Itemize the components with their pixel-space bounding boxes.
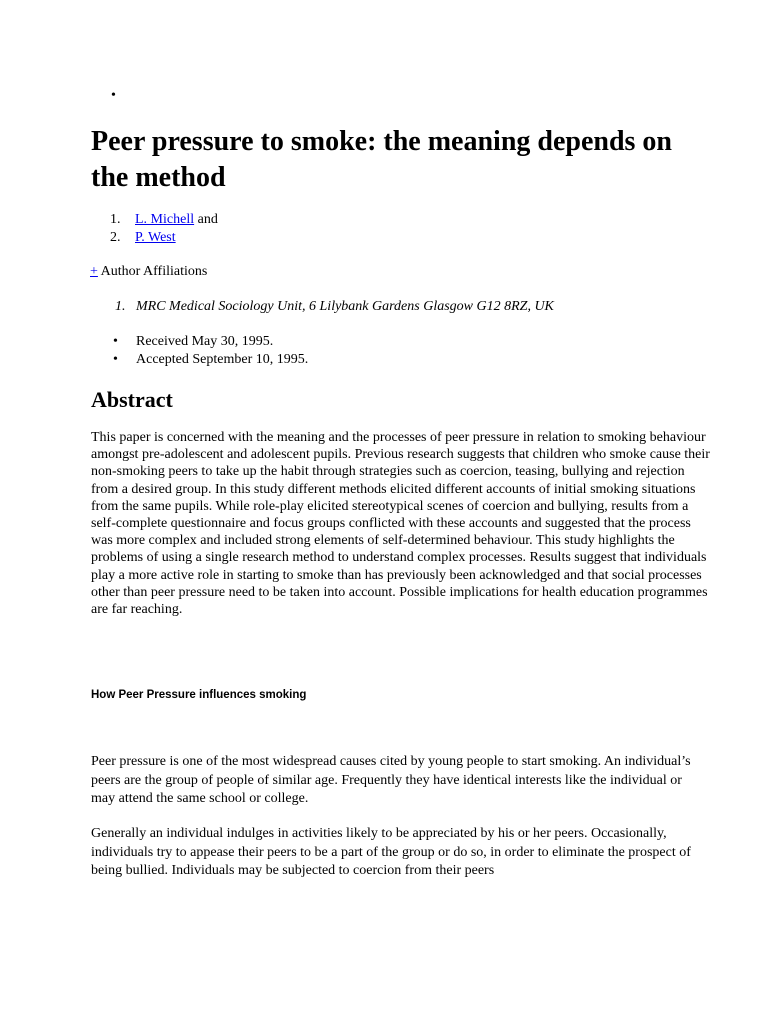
author-suffix: and xyxy=(194,212,218,227)
affiliation-item xyxy=(115,298,554,316)
body-paragraph-1: Peer pressure is one of the most widespread causes cited by young people to start smoking. An individual’s peers are the group of people of similar age. Frequently they have identical interests like the individual or may attend the same school or college. xyxy=(91,754,691,806)
author-link-west[interactable]: P. West xyxy=(135,230,176,245)
author-affiliations-toggle xyxy=(90,263,207,281)
author-item xyxy=(110,229,218,247)
date-item xyxy=(113,333,308,351)
bullet: • xyxy=(113,352,118,367)
section-heading: How Peer Pressure influences smoking xyxy=(91,689,307,701)
affiliation-number: 1. xyxy=(115,299,126,314)
author-item xyxy=(110,211,218,229)
abstract-text: This paper is concerned with the meaning and the processes of peer pressure in relation to smoking behaviour amongst pre-adolescent and adolescent pupils. Previous research suggests that children who smoke cause their non-smoking peers to take up the habit through strategies such as coercion, teasing, bullying and rejection from a desired group. In this study different methods elicited different accounts of initial smoking situations from the same pupils. While role-play elicited stereotypical scenes of coercion and bullying, results from a self-complete questionnaire and focus groups conflicted with these accounts and suggested that the process was more complex and included strong elements of self-determined behaviour. This study highlights the problems of using a single research method to understand complex processes. Results suggest that individuals play a more active role in starting to smoke than has previously been acknowledged and that social processes other than peer pressure need to be taken into account. Possible implications for health education programmes are far reaching. xyxy=(91,430,710,618)
accepted-date: Accepted September 10, 1995. xyxy=(136,352,309,367)
author-link-michell[interactable]: L. Michell xyxy=(135,212,195,227)
author-list xyxy=(110,211,218,247)
history-dates xyxy=(113,333,308,369)
author-number: 2. xyxy=(110,230,121,245)
abstract-heading: Abstract xyxy=(91,387,173,412)
article-title: Peer pressure to smoke: the meaning depends on the method xyxy=(91,126,672,193)
affiliations-label: Author Affiliations xyxy=(97,264,208,279)
affiliation-text: MRC Medical Sociology Unit, 6 Lilybank Gardens Glasgow G12 8RZ, UK xyxy=(136,299,554,314)
top-bullet: • xyxy=(111,88,116,103)
bullet: • xyxy=(113,334,118,349)
author-number: 1. xyxy=(110,212,121,227)
expand-affiliations-button[interactable]: + xyxy=(90,264,98,279)
date-item xyxy=(113,351,308,369)
received-date: Received May 30, 1995. xyxy=(136,334,274,349)
body-paragraph-2: Generally an individual indulges in activities likely to be appreciated by his or her peers. Occasionally, individuals try to appease their peers to be a part of the group or do so, in order to eliminate the prospect of being bullied. Individuals may be subjected to coercion from their peers xyxy=(91,826,691,878)
